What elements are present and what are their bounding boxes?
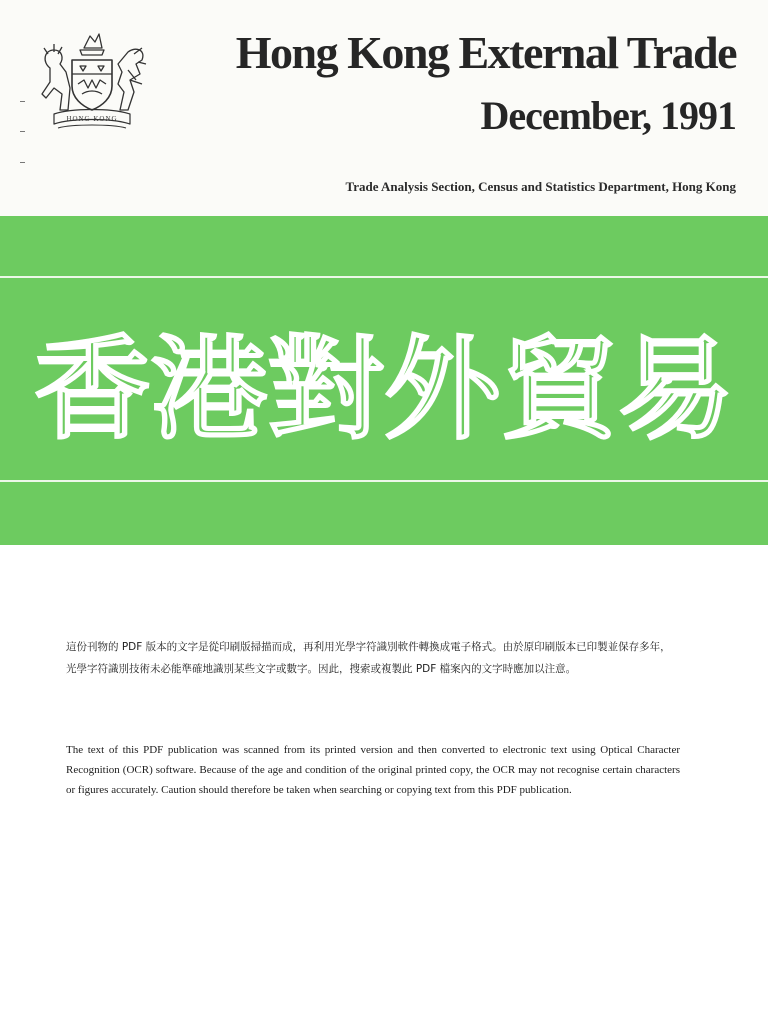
green-title-band: [0, 216, 768, 545]
ocr-notice-english: The text of this PDF publication was scanned from its printed version and then converted to electronic text using Optical Character Recognition (OCR) software. Because of the age and condition of the original printed copy, the OCR may not recognise certain characters or figures accurately. Caution should therefore be taken when searching or copying text from this PDF publication.: [66, 744, 680, 796]
ocr-notice-chinese: 這份刊物的 PDF 版本的文字是從印刷版掃描而成，再利用光學字符識別軟件轉換成電子格式。由於原印刷版本已印製並保存多年，光學字符識別技術未必能準確地識別某些文字或數字。因此，搜索或複製此 PDF 檔案內的文字時應加以注意。: [66, 641, 671, 675]
hong-kong-coat-of-arms-icon: [32, 28, 152, 136]
scan-mark: [20, 101, 25, 102]
chinese-title-outline: [0, 304, 768, 454]
band-top-rule: [0, 276, 768, 278]
publication-date: December, 1991: [480, 93, 736, 138]
scan-mark: [20, 162, 25, 163]
publication-title: Hong Kong External Trade: [235, 27, 736, 78]
chinese-title-text: 香港對外貿易: [34, 325, 734, 454]
crest-motto: HONG KONG: [66, 115, 118, 123]
scan-mark: [20, 131, 25, 132]
band-bottom-rule: [0, 480, 768, 482]
publisher-department: Trade Analysis Section, Census and Statistics Department, Hong Kong: [345, 179, 736, 194]
